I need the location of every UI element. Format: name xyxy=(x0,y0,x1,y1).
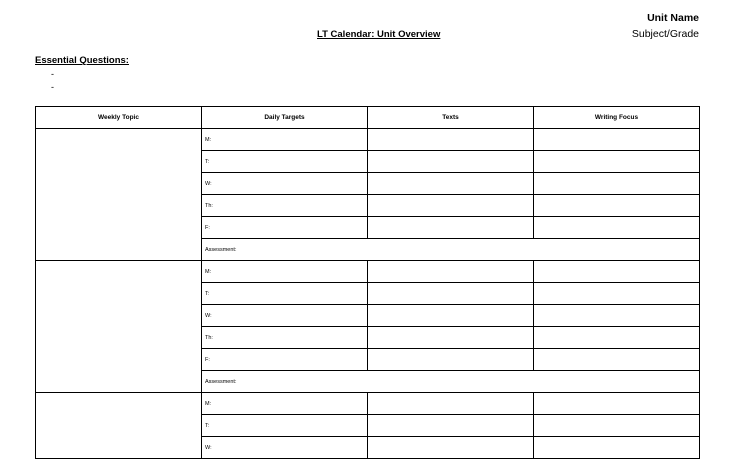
essential-questions-list xyxy=(51,68,54,94)
essential-question-item: - xyxy=(51,69,54,79)
unit-name: Unit Name xyxy=(647,12,699,24)
texts-cell[interactable] xyxy=(368,283,534,305)
essential-questions-heading: Essential Questions: xyxy=(35,55,129,66)
writing-focus-cell[interactable] xyxy=(534,349,700,371)
writing-focus-cell[interactable] xyxy=(534,415,700,437)
subject-grade: Subject/Grade xyxy=(631,28,699,40)
texts-cell[interactable] xyxy=(368,393,534,415)
texts-cell[interactable] xyxy=(368,305,534,327)
unit-overview-table xyxy=(35,106,700,459)
writing-focus-cell[interactable] xyxy=(534,129,700,151)
texts-cell[interactable] xyxy=(368,327,534,349)
column-header-daily-targets: Daily Targets xyxy=(202,107,368,129)
texts-cell[interactable] xyxy=(368,217,534,239)
texts-cell[interactable] xyxy=(368,261,534,283)
daily-target-cell[interactable]: W: xyxy=(202,437,368,459)
assessment-cell[interactable]: Assessment: xyxy=(202,239,700,261)
texts-cell[interactable] xyxy=(368,415,534,437)
daily-target-cell[interactable]: M: xyxy=(202,393,368,415)
table-header-row xyxy=(36,107,700,129)
writing-focus-cell[interactable] xyxy=(534,173,700,195)
texts-cell[interactable] xyxy=(368,195,534,217)
writing-focus-cell[interactable] xyxy=(534,151,700,173)
texts-cell[interactable] xyxy=(368,129,534,151)
table-row xyxy=(36,261,700,283)
texts-cell[interactable] xyxy=(368,437,534,459)
writing-focus-cell[interactable] xyxy=(534,437,700,459)
daily-target-cell[interactable]: W: xyxy=(202,173,368,195)
assessment-cell[interactable]: Assessment: xyxy=(202,371,700,393)
writing-focus-cell[interactable] xyxy=(534,393,700,415)
column-header-texts: Texts xyxy=(368,107,534,129)
daily-target-cell[interactable]: F: xyxy=(202,217,368,239)
daily-target-cell[interactable]: M: xyxy=(202,261,368,283)
daily-target-cell[interactable]: T: xyxy=(202,415,368,437)
writing-focus-cell[interactable] xyxy=(534,327,700,349)
weekly-topic-cell[interactable] xyxy=(36,393,202,459)
daily-target-cell[interactable]: Th: xyxy=(202,327,368,349)
texts-cell[interactable] xyxy=(368,151,534,173)
writing-focus-cell[interactable] xyxy=(534,217,700,239)
weekly-topic-cell[interactable] xyxy=(36,261,202,393)
daily-target-cell[interactable]: M: xyxy=(202,129,368,151)
writing-focus-cell[interactable] xyxy=(534,195,700,217)
weekly-topic-cell[interactable] xyxy=(36,129,202,261)
texts-cell[interactable] xyxy=(368,349,534,371)
daily-target-cell[interactable]: F: xyxy=(202,349,368,371)
writing-focus-cell[interactable] xyxy=(534,283,700,305)
table-row xyxy=(36,129,700,151)
writing-focus-cell[interactable] xyxy=(534,305,700,327)
column-header-weekly-topic: Weekly Topic xyxy=(36,107,202,129)
daily-target-cell[interactable]: Th: xyxy=(202,195,368,217)
daily-target-cell[interactable]: W: xyxy=(202,305,368,327)
document-title: LT Calendar: Unit Overview xyxy=(317,29,441,40)
daily-target-cell[interactable]: T: xyxy=(202,283,368,305)
table-row xyxy=(36,393,700,415)
texts-cell[interactable] xyxy=(368,173,534,195)
essential-question-item: - xyxy=(51,82,54,92)
writing-focus-cell[interactable] xyxy=(534,261,700,283)
column-header-writing-focus: Writing Focus xyxy=(534,107,700,129)
daily-target-cell[interactable]: T: xyxy=(202,151,368,173)
